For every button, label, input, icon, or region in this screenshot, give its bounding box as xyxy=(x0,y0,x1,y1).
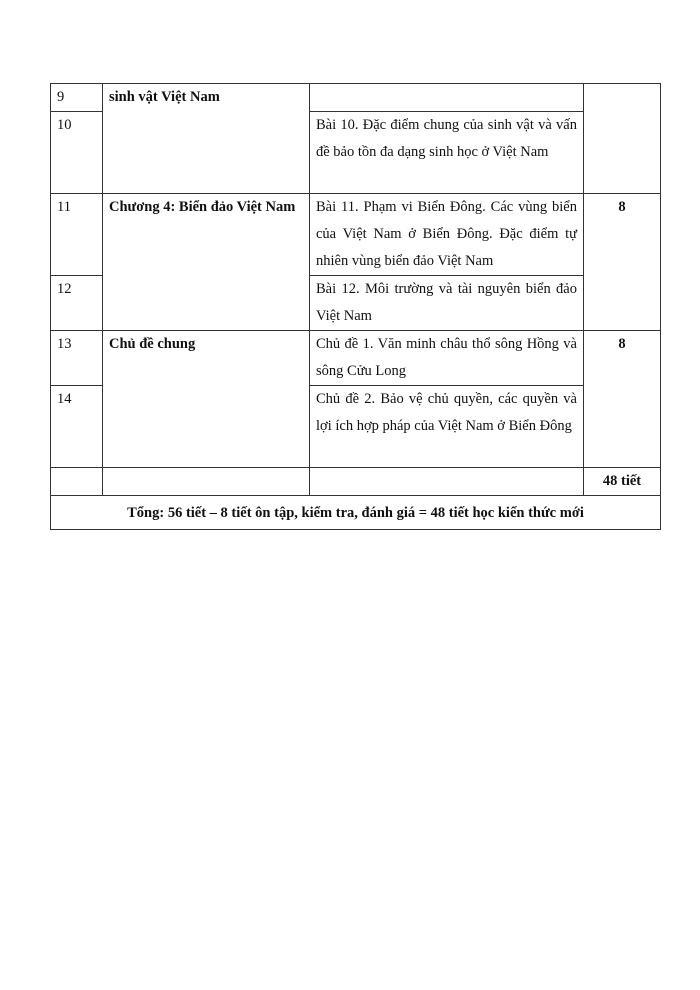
empty-cell xyxy=(51,468,103,496)
hours-cell: 8 xyxy=(584,194,661,331)
chapter-cell: sinh vật Việt Nam xyxy=(103,84,310,194)
lesson-cell xyxy=(310,84,584,112)
empty-cell xyxy=(310,468,584,496)
chapter-cell: Chủ đề chung xyxy=(103,331,310,468)
lesson-cell: Bài 11. Phạm vi Biển Đông. Các vùng biển của Việt Nam ở Biển Đông. Đặc điểm tự nhiên vùng biển đảo Việt Nam xyxy=(310,194,584,276)
summary-row xyxy=(51,496,661,530)
lesson-cell: Bài 10. Đặc điểm chung của sinh vật và vấn đề bảo tồn đa dạng sinh học ở Việt Nam xyxy=(310,112,584,194)
table-row xyxy=(51,194,661,276)
table-row xyxy=(51,331,661,386)
document-page xyxy=(50,83,660,530)
total-hours-cell: 48 tiết xyxy=(584,468,661,496)
syllabus-table xyxy=(50,83,661,530)
lesson-cell: Bài 12. Môi trường và tài nguyên biển đảo Việt Nam xyxy=(310,276,584,331)
row-number: 9 xyxy=(51,84,103,112)
row-number: 11 xyxy=(51,194,103,276)
row-number: 14 xyxy=(51,386,103,468)
lesson-cell: Chủ đề 2. Bảo vệ chủ quyền, các quyền và lợi ích hợp pháp của Việt Nam ở Biển Đông xyxy=(310,386,584,468)
chapter-cell xyxy=(103,194,310,331)
table-row xyxy=(51,84,661,112)
chapter-title: Chương 4: Biển đảo Việt Nam xyxy=(109,199,296,215)
empty-cell xyxy=(103,468,310,496)
summary-cell: Tổng: 56 tiết – 8 tiết ôn tập, kiểm tra, đánh giá = 48 tiết học kiến thức mới xyxy=(51,496,661,530)
total-row xyxy=(51,468,661,496)
row-number: 13 xyxy=(51,331,103,386)
hours-cell xyxy=(584,84,661,194)
lesson-cell: Chủ đề 1. Văn minh châu thổ sông Hồng và sông Cửu Long xyxy=(310,331,584,386)
hours-cell: 8 xyxy=(584,331,661,468)
row-number: 10 xyxy=(51,112,103,194)
row-number: 12 xyxy=(51,276,103,331)
